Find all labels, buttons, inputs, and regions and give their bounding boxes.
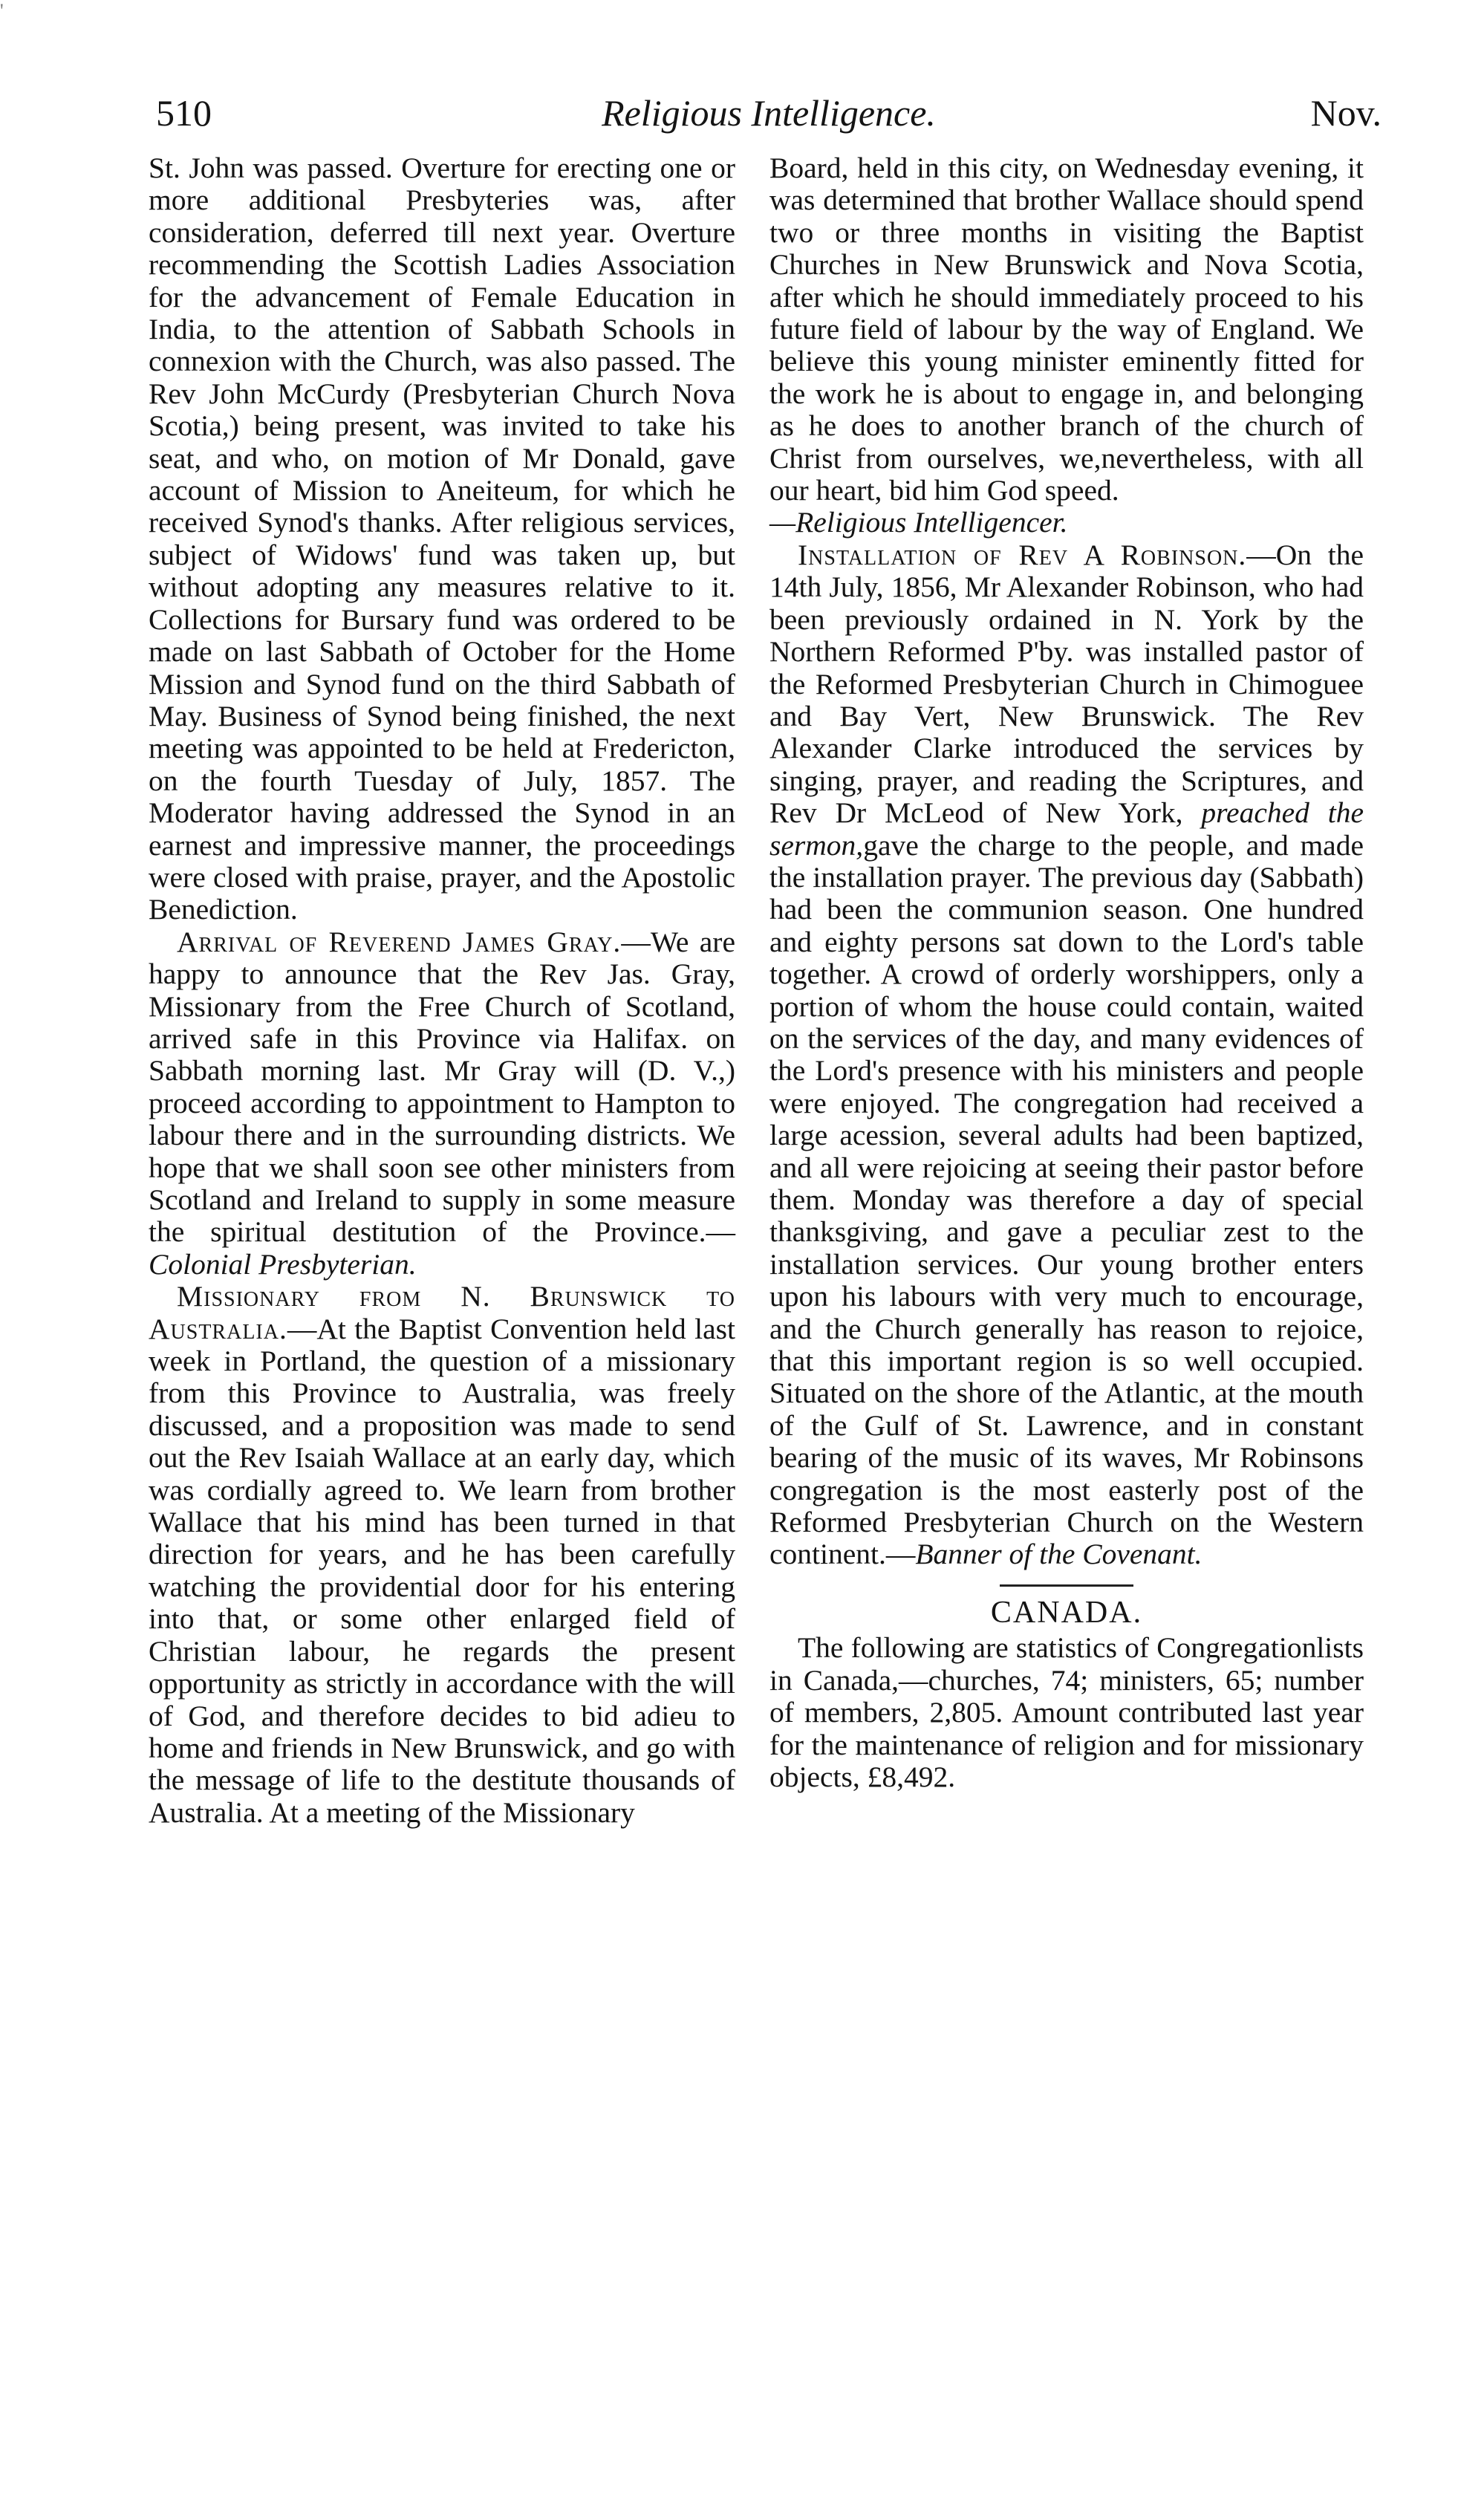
body-installation-robinson-a: —On the 14th July, 1856, Mr Alexander Robinson, who had been previously ordained in N. York by the Northern Reformed P'by. was installed pastor of the Reformed Presbyterian Church in Chimoguee and Bay Vert, New Brunswick. The Rev Alexander Clarke introduced the services by singing, prayer, and reading the Scriptures, and Rev Dr McLeod of New York, bbox=[769, 538, 1364, 830]
running-title: Religious Intelligence. bbox=[602, 92, 936, 134]
heading-arrival-gray: Arrival of Reverend James Gray. bbox=[177, 925, 622, 958]
body-missionary-board: Board, held in this city, on Wednesday evening, it was determined that brother Wallace should spend two or three months in visiting the Baptist Churches in New Brunswick and Nova Scotia, after which he should immediately proceed to his future field of labour by the way of England. We believe this young minister eminently fitted for the work he is about to engage in, and belonging as he does to another branch of the church of Christ from ourselves, we,nevertheless, with all our heart, bid him God speed. bbox=[769, 152, 1364, 507]
body-arrival-gray: —We are happy to announce that the Rev Jas. Gray, Missionary from the Free Church of Scotland, arrived safe in this Province via Halifax. on Sabbath morning last. Mr Gray will (D. V.,) proceed according to appointment to Hampton to labour there and in the surrounding districts. We hope that we shall soon see other ministers from Scotland and Ireland to supply in some measure the spiritual destitution of the Province.— bbox=[149, 925, 735, 1249]
section-divider bbox=[1000, 1584, 1133, 1587]
corner-mark: ' bbox=[0, 0, 4, 22]
paragraph-arrival-gray bbox=[149, 926, 735, 1281]
source-colonial-presbyterian: Colonial Presbyterian. bbox=[149, 1247, 417, 1281]
heading-missionary-australia: Missionary from N. Brunswick to Australia. bbox=[149, 1280, 735, 1345]
right-column bbox=[769, 152, 1364, 1793]
paragraph-installation-robinson bbox=[769, 539, 1364, 1571]
page-header bbox=[156, 83, 1382, 143]
source-religious-intelligencer: —Religious Intelligencer. bbox=[769, 506, 1068, 539]
left-column bbox=[149, 152, 735, 1829]
body-missionary-australia: —At the Baptist Convention held last week in Portland, the question of a missionary from this Province to Australia, was freely discussed, and a proposition was made to send out the Rev Isaiah Wallace at an early day, which was cordially agreed to. We learn from brother Wallace that his mind has been turned in that direction for years, and he has been carefully watching the providential door for his entering into that, or some other enlarged field of Christian labour, he regards the present opportunity as strictly in accordance with the will of God, and therefore decides to bid adieu to home and friends in New Brunswick, and go with the message of life to the destitute thousands of Australia. At a meeting of the Missionary bbox=[149, 1312, 735, 1829]
page-number: 510 bbox=[156, 92, 212, 134]
header-month: Nov. bbox=[1310, 92, 1382, 134]
body-installation-robinson-b: gave the charge to the people, and made the installation prayer. The previous day (Sabbath) had been the communion season. One hundred and eighty persons sat down to the Lord's table together. A crowd of orderly worshippers, only a portion of whom the house could contain, waited on the services of the day, and many evidences of the Lord's presence with his ministers and people were enjoyed. The congregation had received a large acession, several adults had been baptized, and all were rejoicing at seeing their pastor before them. Monday was therefore a day of special thanksgiving, and gave a peculiar zest to the installation services. Our young brother enters upon his labours with very much to encourage, and the Church generally has reason to rejoice, that this important region is so well occupied. Situated on the shore of the Atlantic, at the mouth of the Gulf of St. Lawrence, and in constant bearing of the music of its waves, Mr Robinsons congregation is the most easterly post of the Reformed Presbyterian Church on the Western continent.— bbox=[769, 828, 1364, 1571]
paragraph-canada-statistics: The following are statistics of Congregationlists in Canada,—churches, 74; ministers, 65; number of members, 2,805. Amount contributed last year for the maintenance of religion and for missionary objects, £8,492. bbox=[769, 1631, 1364, 1793]
paragraph-synod-report: St. John was passed. Overture for erecting one or more additional Presbyteries was, after consideration, deferred till next year. Overture recommending the Scottish Ladies Association for the advancement of Female Education in India, to the attention of Sabbath Schools in connexion with the Church, was also passed. The Rev John McCurdy (Presbyterian Church Nova Scotia,) being present, was invited to take his seat, and who, on motion of Mr Donald, gave account of Mission to Aneiteum, for which he received Synod's thanks. After religious services, subject of Widows' fund was taken up, but without adopting any measures relative to it. Collections for Bursary fund was ordered to be made on last Sabbath of October for the Home Mission and Synod fund on the third Sabbath of May. Business of Synod being finished, the next meeting was appointed to be held at Fredericton, on the fourth Tuesday of July, 1857. The Moderator having addressed the Synod in an earnest and impressive manner, the proceedings were closed with praise, prayer, and the Apostolic Benediction. bbox=[149, 152, 735, 926]
source-banner-covenant: Banner of the Covenant. bbox=[915, 1538, 1203, 1571]
body-installation-robinson-italic: preached the sermon, bbox=[769, 796, 1364, 862]
section-heading-canada: CANADA. bbox=[990, 1595, 1143, 1630]
paragraph-missionary-board bbox=[769, 152, 1364, 539]
paragraph-missionary-australia bbox=[149, 1281, 735, 1829]
heading-installation-robinson: Installation of Rev A Robinson. bbox=[798, 538, 1247, 571]
